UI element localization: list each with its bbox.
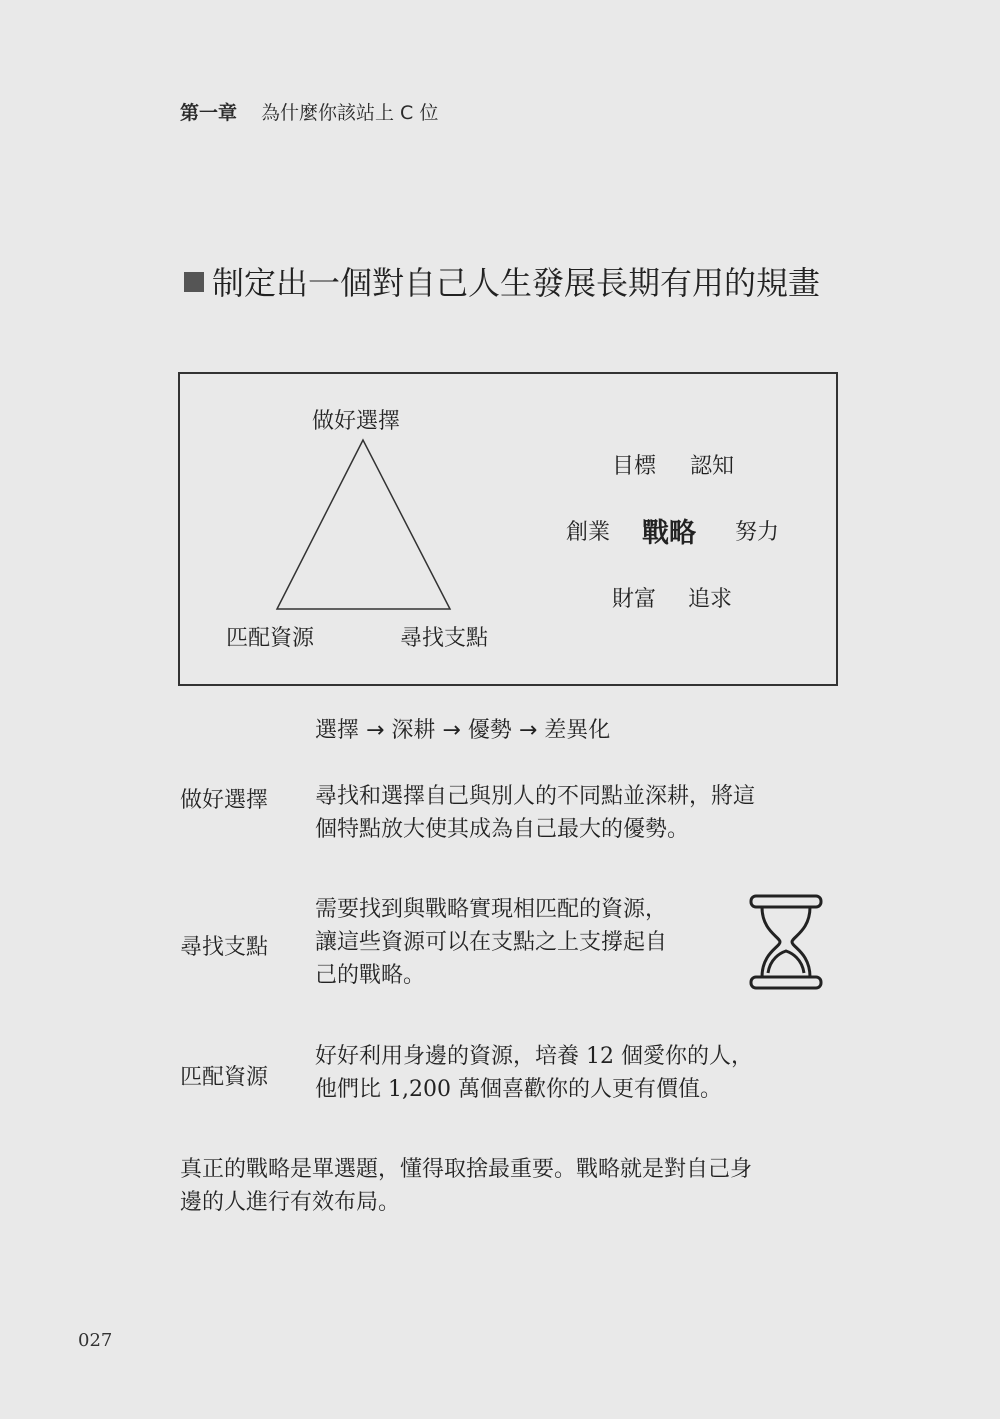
conclusion-line: 真正的戰略是單選題，懂得取捨最重要。戰略就是對自己身 [180, 1157, 753, 1182]
hourglass-icon [748, 893, 824, 991]
triangle-top-label: 做好選擇 [312, 409, 401, 434]
desc-make-choice [315, 780, 755, 846]
conclusion-paragraph [180, 1153, 752, 1219]
running-header [180, 98, 438, 125]
triangle-shape [277, 440, 450, 609]
diagram-box [178, 372, 838, 686]
triangle-bottom-left-label: 匹配資源 [226, 626, 315, 651]
desc-line: 個特點放大使其成為自己最大的優勢。 [315, 817, 690, 842]
desc-line: 尋找和選擇自己與別人的不同點並深耕，將這 [315, 784, 756, 809]
word-startup: 創業 [566, 520, 611, 545]
flow-sequence: 選擇 → 深耕 → 優勢 → 差異化 [315, 718, 611, 743]
page-number: 027 [78, 1330, 113, 1351]
chapter-title: 為什麼你該站上 C 位 [261, 102, 439, 124]
conclusion-line: 邊的人進行有效布局。 [180, 1190, 401, 1215]
term-make-choice: 做好選擇 [180, 788, 269, 813]
section-title [184, 258, 820, 304]
triangle-bottom-right-label: 尋找支點 [400, 626, 489, 651]
word-cognition: 認知 [690, 454, 735, 479]
word-strategy: 戰略 [642, 518, 696, 549]
desc-line: 好好利用身邊的資源，培養 12 個愛你的人， [315, 1044, 753, 1069]
term-find-fulcrum: 尋找支點 [180, 935, 269, 960]
desc-find-fulcrum [315, 893, 667, 992]
term-match-resources: 匹配資源 [180, 1065, 269, 1090]
word-effort: 努力 [735, 520, 780, 545]
word-pursuit: 追求 [688, 587, 733, 612]
square-bullet-icon [184, 272, 204, 292]
word-wealth: 財富 [612, 587, 657, 612]
desc-match-resources [315, 1040, 753, 1106]
chapter-label: 第一章 [180, 102, 238, 124]
desc-line: 己的戰略。 [315, 963, 426, 988]
desc-line: 讓這些資源可以在支點之上支撐起自 [315, 930, 668, 955]
word-goal: 目標 [612, 454, 657, 479]
section-title-text: 制定出一個對自己人生發展長期有用的規畫 [212, 264, 821, 302]
desc-line: 需要找到與戰略實現相匹配的資源， [315, 897, 668, 922]
desc-line: 他們比 1,200 萬個喜歡你的人更有價值。 [315, 1077, 722, 1102]
